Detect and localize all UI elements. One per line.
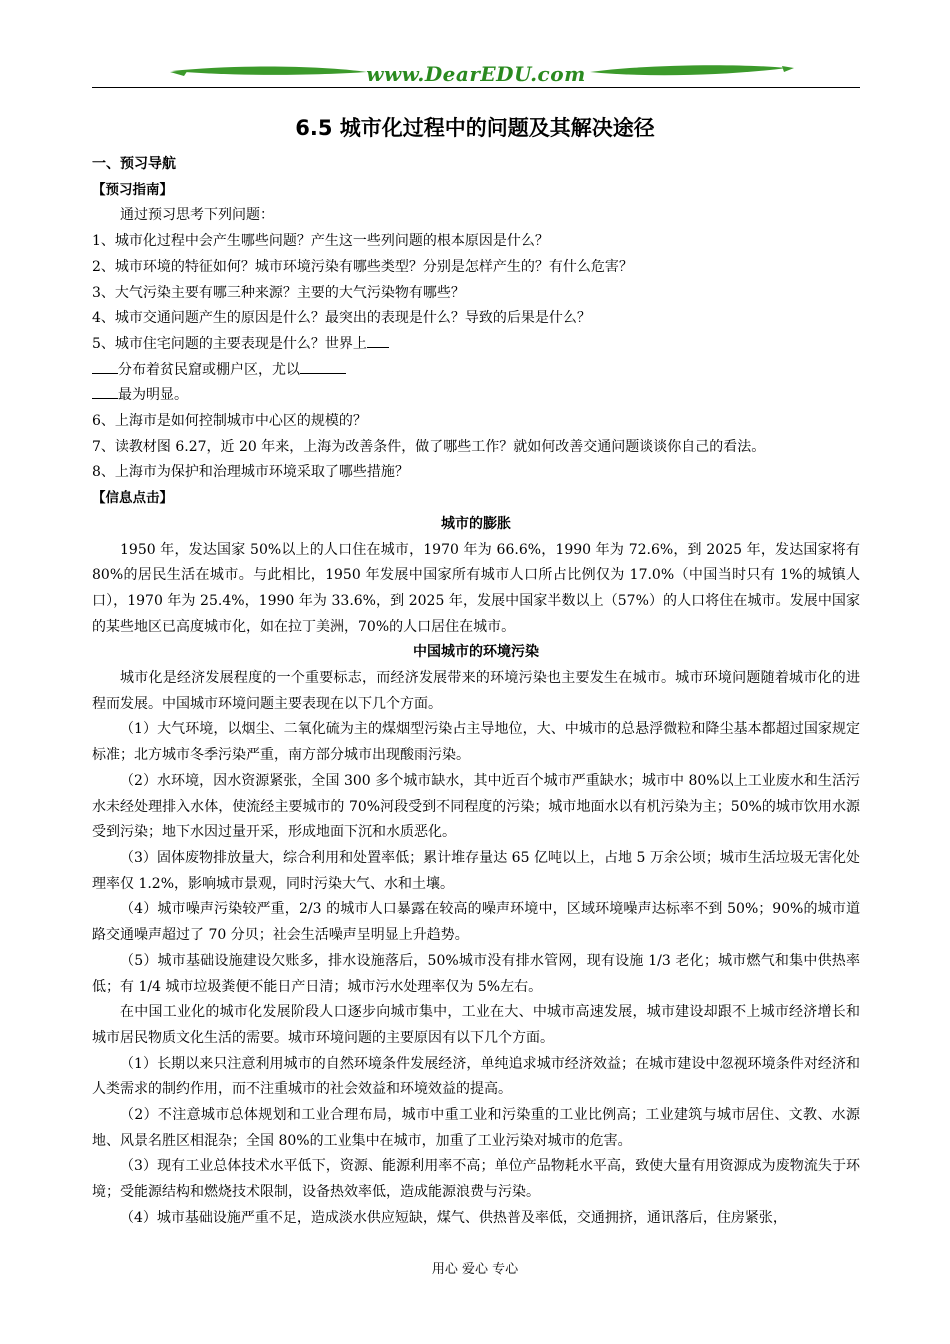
question-3: 3、大气污染主要有哪三种来源？主要的大气污染物有哪些？: [92, 284, 465, 301]
page-footer: 用心 爱心 专心: [431, 1262, 519, 1277]
question-5-cont: [92, 358, 860, 384]
blank-4: [92, 384, 118, 399]
paragraph: （4）城市噪声污染较严重，2/3 的城市人口暴露在较高的噪声环境中，区域环境噪声达标率不到 50%；90%的城市道路交通噪声超过了 70 分贝；社会生活噪声呈明显上升趋势。: [92, 901, 860, 944]
paragraph: 1950 年，发达国家 50%以上的人口住在城市，1970 年为 66.6%，1990 年为 72.6%，到 2025 年，发达国家将有 80%的居民生活在城市。与此相比，1950 年发展中国家所有城市人口所占比例仅为 17.0%（中国当时只有 1%的城镇人口），1970 年为 25.4%，1990 年为 33.6%，到 2025 年，发展中国家半数以上（57%）的人口将住在城市。发展中国家的某些地区已高度城市化，如在拉丁美洲，70%的人口居住在城市。: [92, 541, 860, 635]
question-6: 6、上海市是如何控制城市中心区的规模的？: [92, 413, 367, 430]
blank-3: [300, 359, 346, 374]
question-5-text: 5、城市住宅问题的主要表现是什么？世界上: [92, 335, 367, 352]
paragraph: （2）不注意城市总体规划和工业合理布局，城市中重工业和污染重的工业比例高；工业建筑与城市居住、文教、水源地、风景名胜区相混杂；全国 80%的工业集中在城市，加重了工业污染对城市的危害。: [92, 1107, 860, 1149]
paragraph: （3）现有工业总体技术水平低下，资源、能源利用率不高；单位产品物耗水平高，致使大量有用资源成为废物流失于环境；受能源结构和燃烧技术限制，设备热效率低，造成能源浪费与污染。: [92, 1158, 860, 1201]
paragraph: （1）长期以来只注意利用城市的自然环境条件发展经济，单纯追求城市经济效益；在城市建设中忽视环境条件对经济和人类需求的制约作用，而不注重城市的社会效益和环境效益的提高。: [92, 1055, 860, 1098]
site-logo-text[interactable]: www.DearEDU.com: [366, 62, 586, 86]
tag-guide: 【预习指南】: [92, 181, 173, 198]
question-1: 1、城市化过程中会产生哪些问题？产生这一些列问题的根本原因是什么？: [92, 233, 549, 250]
question-8: 8、上海市为保护和治理城市环境采取了哪些措施？: [92, 464, 409, 481]
blank-1: [367, 333, 389, 348]
intro-text: 通过预习思考下列问题：: [120, 207, 274, 224]
question-5-text-2: 分布着贫民窟或棚户区，尤以: [118, 361, 300, 378]
paragraph: （4）城市基础设施严重不足，造成淡水供应短缺，煤气、供热普及率低，交通拥挤，通讯落后，住房紧张，: [120, 1209, 787, 1226]
header-rule: [92, 87, 860, 88]
subheading-pollution: 中国城市的环境污染: [413, 644, 539, 661]
document-body: [92, 152, 860, 1232]
question-7: 7、读教材图 6.27，近 20 年来，上海为改善条件，做了哪些工作？就如何改善交通问题谈谈你自己的看法。: [92, 438, 766, 455]
page-title: 6.5 城市化过程中的问题及其解决途径: [295, 116, 655, 140]
question-5-end: [92, 383, 860, 409]
question-5: [92, 332, 860, 358]
paragraph: 在中国工业化的城市化发展阶段人口逐步向城市集中，工业在大、中城市高速发展，城市建设却跟不上城市经济增长和城市居民物质文化生活的需要。城市环境问题的主要原因有以下几个方面。: [92, 1004, 860, 1046]
header-banner: [92, 60, 860, 92]
subheading-expansion: 城市的膨胀: [441, 515, 511, 532]
blank-2: [92, 359, 118, 374]
paragraph: 城市化是经济发展程度的一个重要标志，而经济发展带来的环境污染也主要发生在城市。城市环境问题随着城市化的进程而发展。中国城市环境问题主要表现在以下几个方面。: [92, 670, 860, 712]
tag-info: 【信息点击】: [92, 490, 173, 507]
paragraph: （3）固体废物排放量大，综合利用和处置率低；累计堆存量达 65 亿吨以上，占地 5 万余公顷；城市生活垃圾无害化处理率仅 1.2%，影响城市景观，同时污染大气、水和土壤。: [92, 849, 860, 892]
paragraph: （1）大气环境，以烟尘、二氧化硫为主的煤烟型污染占主导地位，大、中城市的总悬浮微粒和降尘基本都超过国家规定标准；北方城市冬季污染严重，南方部分城市出现酸雨污染。: [92, 721, 860, 764]
section-heading: 一、预习导航: [92, 156, 176, 172]
question-5-text-3: 最为明显。: [118, 387, 188, 404]
paragraph: （5）城市基础设施建设欠账多，排水设施落后，50%城市没有排水管网，现有设施 1/3 老化；城市燃气和集中供热率低；有 1/4 城市垃圾粪便不能日产日清；城市污水处理率仅为 5%左右。: [92, 952, 860, 995]
paragraph: （2）水环境，因水资源紧张，全国 300 多个城市缺水，其中近百个城市严重缺水；城市中 80%以上工业废水和生活污水未经处理排入水体，使流经主要城市的 70%河段受到不同程度的污染；城市地面水以有机污染为主；50%的城市饮用水源受到污染；地下水因过量开采，形成地面下沉和水质恶化。: [92, 772, 860, 841]
question-2: 2、城市环境的特征如何？城市环境污染有哪些类型？分别是怎样产生的？有什么危害？: [92, 258, 633, 275]
question-4: 4、城市交通问题产生的原因是什么？最突出的表现是什么？导致的后果是什么？: [92, 310, 591, 327]
